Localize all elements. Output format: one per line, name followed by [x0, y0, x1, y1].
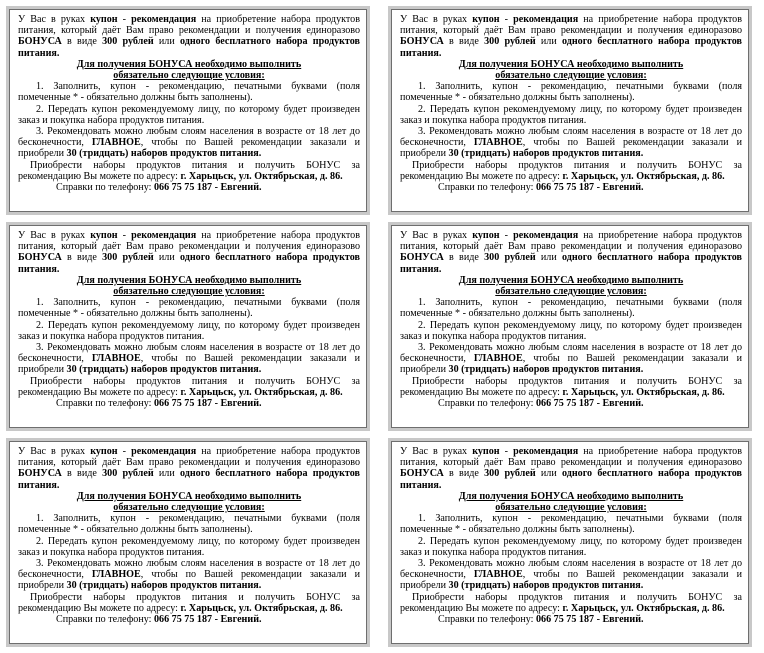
conditions-heading: Для получения БОНУСА необходимо выполнить: [76, 58, 302, 70]
item-text: Рекомендовать можно любым слоям населения в возрасте от 18 лет до бесконечности,: [18, 558, 360, 581]
item-text: , чтобы по Вашей рекомендации заказали и приобрели: [18, 569, 360, 592]
intro-text: на приобретение набора продуктов питания, который даёт Вам право рекомендации и получения единоразово: [18, 230, 360, 253]
phone-line: [18, 614, 360, 625]
intro-text: -: [499, 446, 514, 457]
item-text: , чтобы по Вашей рекомендации заказали и приобрели: [400, 137, 742, 160]
free-set-text: одного бесплатного набора продуктов питания.: [18, 468, 361, 491]
item-text: , чтобы по Вашей рекомендации заказали и приобрели: [400, 353, 742, 376]
coupon-body: [9, 441, 367, 644]
free-set-text: одного бесплатного набора продуктов питания.: [18, 36, 361, 59]
acquire-text: Приобрести наборы продуктов питания и получить БОНУС за рекомендацию Вы можете по адресу:: [18, 375, 360, 398]
intro-paragraph: [18, 230, 360, 275]
intro-text: или: [153, 252, 180, 264]
condition-item-2: [400, 320, 742, 342]
intro-text: на приобретение набора продуктов питания, который даёт Вам право рекомендации и получения единоразово: [18, 446, 360, 469]
free-set-text: одного бесплатного набора продуктов питания.: [400, 36, 743, 59]
item-text: Передать купон рекомендуемому лицу, по которому будет произведен заказ и покупка набора продуктов питания.: [400, 535, 742, 558]
intro-text: на приобретение набора продуктов питания, который даёт Вам право рекомендации и получения единоразово: [400, 14, 742, 37]
coupon-card: [388, 6, 752, 215]
intro-text: в виде: [443, 36, 485, 48]
intro-text: в виде: [61, 36, 103, 48]
coupon-card: [6, 6, 370, 215]
item-text: Заполнить, купон - рекомендацию, печатными буквами (поля помеченные * - обязательно должны быть заполнены).: [18, 513, 360, 536]
kupon-word: купон: [472, 230, 500, 241]
conditions-subheading: обязательно следующие условия:: [113, 502, 265, 514]
conditions-heading: Для получения БОНУСА необходимо выполнить: [458, 274, 684, 286]
acquire-text: Приобрести наборы продуктов питания и получить БОНУС за рекомендацию Вы можете по адресу:: [400, 591, 742, 614]
condition-item-1: [18, 513, 360, 535]
coupon-body: [391, 9, 749, 212]
bonus-amount: 300 рублей: [102, 468, 154, 480]
item-text: Заполнить, купон - рекомендацию, печатными буквами (поля помеченные * - обязательно должны быть заполнены).: [18, 81, 360, 104]
phone-line: [400, 398, 742, 409]
bonus-amount: 300 рублей: [484, 468, 536, 480]
condition-item-2: [18, 536, 360, 558]
condition-item-1: [400, 81, 742, 103]
item-number: 1.: [36, 513, 44, 525]
bonus-amount: 300 рублей: [484, 252, 536, 264]
item-number: 3.: [36, 558, 44, 570]
phone-number: 066 75 75 187 - Евгений.: [154, 614, 262, 626]
condition-item-3: [18, 126, 360, 160]
item-text: Передать купон рекомендуемому лицу, по которому будет произведен заказ и покупка набора продуктов питания.: [400, 103, 742, 126]
main-word: ГЛАВНОЕ: [91, 569, 141, 581]
intro-text: или: [535, 36, 562, 48]
bonus-word: БОНУСА: [18, 36, 62, 48]
acquire-paragraph: [400, 592, 742, 614]
phone-number: 066 75 75 187 - Евгений.: [536, 182, 644, 194]
item-text: Заполнить, купон - рекомендацию, печатными буквами (поля помеченные * - обязательно должны быть заполнены).: [400, 297, 742, 320]
item-number: 2.: [36, 103, 44, 115]
condition-item-3: [400, 126, 742, 160]
address: г. Харьцьск, ул. Октябрьская, д. 86.: [180, 170, 343, 182]
intro-text: в виде: [61, 252, 103, 264]
phone-label: Справки по телефону:: [56, 182, 154, 194]
intro-text: У Вас в руках: [18, 14, 91, 25]
item-text: Рекомендовать можно любым слоям населения в возрасте от 18 лет до бесконечности,: [400, 558, 742, 581]
item-number: 2.: [418, 103, 426, 115]
item-number: 1.: [36, 297, 44, 309]
item-text: Передать купон рекомендуемому лицу, по которому будет произведен заказ и покупка набора продуктов питания.: [18, 103, 360, 126]
rek-word: рекомендация: [513, 14, 579, 25]
item-text: Передать купон рекомендуемому лицу, по которому будет произведен заказ и покупка набора продуктов питания.: [18, 319, 360, 342]
free-set-text: одного бесплатного набора продуктов питания.: [400, 252, 743, 275]
condition-item-3: [18, 558, 360, 592]
phone-label: Справки по телефону:: [56, 398, 154, 410]
condition-item-1: [18, 297, 360, 319]
item-text: Заполнить, купон - рекомендацию, печатными буквами (поля помеченные * - обязательно должны быть заполнены).: [400, 513, 742, 536]
address: г. Харьцьск, ул. Октябрьская, д. 86.: [180, 386, 343, 398]
kupon-word: купон: [90, 446, 118, 457]
phone-line: [400, 182, 742, 193]
intro-text: У Вас в руках: [400, 446, 473, 457]
item-text: Заполнить, купон - рекомендацию, печатными буквами (поля помеченные * - обязательно должны быть заполнены).: [18, 297, 360, 320]
sets-count: 30 (тридцать) наборов продуктов питания.: [448, 364, 644, 376]
item-number: 2.: [418, 535, 426, 547]
phone-line: [18, 182, 360, 193]
phone-number: 066 75 75 187 - Евгений.: [154, 182, 262, 194]
item-text: Рекомендовать можно любым слоям населения в возрасте от 18 лет до бесконечности,: [18, 342, 360, 365]
condition-item-2: [400, 536, 742, 558]
item-text: Заполнить, купон - рекомендацию, печатными буквами (поля помеченные * - обязательно должны быть заполнены).: [400, 81, 742, 104]
phone-label: Справки по телефону:: [438, 398, 536, 410]
conditions-heading: Для получения БОНУСА необходимо выполнить: [76, 274, 302, 286]
condition-item-1: [18, 81, 360, 103]
intro-text: или: [153, 468, 180, 480]
condition-item-3: [18, 342, 360, 376]
sets-count: 30 (тридцать) наборов продуктов питания.: [448, 580, 644, 592]
intro-paragraph: [400, 230, 742, 275]
item-text: Рекомендовать можно любым слоям населения в возрасте от 18 лет до бесконечности,: [18, 126, 360, 149]
item-number: 1.: [418, 297, 426, 309]
intro-text: -: [117, 230, 132, 241]
conditions-heading: Для получения БОНУСА необходимо выполнить: [76, 490, 302, 502]
item-text: , чтобы по Вашей рекомендации заказали и приобрели: [18, 353, 360, 376]
item-text: , чтобы по Вашей рекомендации заказали и приобрели: [18, 137, 360, 160]
intro-text: -: [117, 446, 132, 457]
intro-text: -: [499, 230, 514, 241]
acquire-paragraph: [18, 376, 360, 398]
free-set-text: одного бесплатного набора продуктов питания.: [18, 252, 361, 275]
intro-text: У Вас в руках: [400, 14, 473, 25]
item-number: 1.: [36, 81, 44, 93]
intro-text: или: [153, 36, 180, 48]
acquire-paragraph: [400, 376, 742, 398]
phone-number: 066 75 75 187 - Евгений.: [536, 398, 644, 410]
phone-line: [400, 614, 742, 625]
main-word: ГЛАВНОЕ: [473, 353, 523, 365]
intro-text: в виде: [443, 468, 485, 480]
item-text: Рекомендовать можно любым слоям населения в возрасте от 18 лет до бесконечности,: [400, 126, 742, 149]
item-number: 3.: [36, 342, 44, 354]
item-number: 3.: [36, 126, 44, 138]
phone-number: 066 75 75 187 - Евгений.: [536, 614, 644, 626]
sets-count: 30 (тридцать) наборов продуктов питания.: [448, 148, 644, 160]
item-number: 2.: [36, 535, 44, 547]
rek-word: рекомендация: [131, 14, 197, 25]
main-word: ГЛАВНОЕ: [473, 569, 523, 581]
item-number: 1.: [418, 81, 426, 93]
condition-item-3: [400, 558, 742, 592]
coupon-body: [9, 9, 367, 212]
bonus-word: БОНУСА: [400, 252, 444, 264]
intro-text: -: [117, 14, 132, 25]
condition-item-1: [400, 513, 742, 535]
main-word: ГЛАВНОЕ: [473, 137, 523, 149]
kupon-word: купон: [90, 230, 118, 241]
intro-text: или: [535, 468, 562, 480]
conditions-subheading: обязательно следующие условия:: [495, 502, 647, 514]
intro-text: или: [535, 252, 562, 264]
rek-word: рекомендация: [131, 230, 197, 241]
item-text: , чтобы по Вашей рекомендации заказали и приобрели: [400, 569, 742, 592]
coupon-card: [6, 222, 370, 431]
conditions-heading: Для получения БОНУСА необходимо выполнить: [458, 490, 684, 502]
coupon-body: [9, 225, 367, 428]
condition-item-1: [400, 297, 742, 319]
item-number: 3.: [418, 342, 426, 354]
coupon-grid: [6, 6, 758, 647]
intro-text: в виде: [61, 468, 103, 480]
acquire-text: Приобрести наборы продуктов питания и получить БОНУС за рекомендацию Вы можете по адресу:: [18, 159, 360, 182]
coupon-card: [6, 438, 370, 647]
bonus-word: БОНУСА: [400, 468, 444, 480]
item-number: 3.: [418, 126, 426, 138]
intro-text: У Вас в руках: [18, 230, 91, 241]
address: г. Харьцьск, ул. Октябрьская, д. 86.: [562, 602, 725, 614]
item-number: 2.: [418, 319, 426, 331]
coupon-card: [388, 438, 752, 647]
intro-text: У Вас в руках: [18, 446, 91, 457]
phone-line: [18, 398, 360, 409]
bonus-word: БОНУСА: [18, 252, 62, 264]
intro-text: в виде: [443, 252, 485, 264]
condition-item-3: [400, 342, 742, 376]
intro-paragraph: [400, 14, 742, 59]
coupon-body: [391, 225, 749, 428]
free-set-text: одного бесплатного набора продуктов питания.: [400, 468, 743, 491]
item-number: 3.: [418, 558, 426, 570]
kupon-word: купон: [90, 14, 118, 25]
acquire-text: Приобрести наборы продуктов питания и получить БОНУС за рекомендацию Вы можете по адресу:: [400, 375, 742, 398]
coupon-body: [391, 441, 749, 644]
intro-paragraph: [18, 14, 360, 59]
bonus-amount: 300 рублей: [102, 36, 154, 48]
bonus-amount: 300 рублей: [484, 36, 536, 48]
conditions-heading: Для получения БОНУСА необходимо выполнить: [458, 58, 684, 70]
condition-item-2: [18, 104, 360, 126]
condition-item-2: [18, 320, 360, 342]
rek-word: рекомендация: [513, 230, 579, 241]
intro-paragraph: [18, 446, 360, 491]
intro-text: на приобретение набора продуктов питания, который даёт Вам право рекомендации и получения единоразово: [400, 230, 742, 253]
kupon-word: купон: [472, 14, 500, 25]
bonus-amount: 300 рублей: [102, 252, 154, 264]
main-word: ГЛАВНОЕ: [91, 353, 141, 365]
rek-word: рекомендация: [131, 446, 197, 457]
item-text: Рекомендовать можно любым слоям населения в возрасте от 18 лет до бесконечности,: [400, 342, 742, 365]
kupon-word: купон: [472, 446, 500, 457]
acquire-paragraph: [400, 160, 742, 182]
sets-count: 30 (тридцать) наборов продуктов питания.: [66, 364, 262, 376]
item-number: 2.: [36, 319, 44, 331]
rek-word: рекомендация: [513, 446, 579, 457]
acquire-text: Приобрести наборы продуктов питания и получить БОНУС за рекомендацию Вы можете по адресу:: [400, 159, 742, 182]
intro-paragraph: [400, 446, 742, 491]
conditions-subheading: обязательно следующие условия:: [495, 286, 647, 298]
sets-count: 30 (тридцать) наборов продуктов питания.: [66, 148, 262, 160]
item-text: Передать купон рекомендуемому лицу, по которому будет произведен заказ и покупка набора продуктов питания.: [400, 319, 742, 342]
conditions-subheading: обязательно следующие условия:: [113, 70, 265, 82]
coupon-card: [388, 222, 752, 431]
phone-label: Справки по телефону:: [438, 614, 536, 626]
address: г. Харьцьск, ул. Октябрьская, д. 86.: [180, 602, 343, 614]
intro-text: на приобретение набора продуктов питания, который даёт Вам право рекомендации и получения единоразово: [400, 446, 742, 469]
conditions-subheading: обязательно следующие условия:: [113, 286, 265, 298]
acquire-paragraph: [18, 592, 360, 614]
bonus-word: БОНУСА: [400, 36, 444, 48]
intro-text: -: [499, 14, 514, 25]
condition-item-2: [400, 104, 742, 126]
phone-number: 066 75 75 187 - Евгений.: [154, 398, 262, 410]
item-text: Передать купон рекомендуемому лицу, по которому будет произведен заказ и покупка набора продуктов питания.: [18, 535, 360, 558]
intro-text: У Вас в руках: [400, 230, 473, 241]
acquire-paragraph: [18, 160, 360, 182]
address: г. Харьцьск, ул. Октябрьская, д. 86.: [562, 386, 725, 398]
item-number: 1.: [418, 513, 426, 525]
main-word: ГЛАВНОЕ: [91, 137, 141, 149]
conditions-subheading: обязательно следующие условия:: [495, 70, 647, 82]
intro-text: на приобретение набора продуктов питания, который даёт Вам право рекомендации и получения единоразово: [18, 14, 360, 37]
sets-count: 30 (тридцать) наборов продуктов питания.: [66, 580, 262, 592]
address: г. Харьцьск, ул. Октябрьская, д. 86.: [562, 170, 725, 182]
phone-label: Справки по телефону:: [438, 182, 536, 194]
phone-label: Справки по телефону:: [56, 614, 154, 626]
acquire-text: Приобрести наборы продуктов питания и получить БОНУС за рекомендацию Вы можете по адресу:: [18, 591, 360, 614]
bonus-word: БОНУСА: [18, 468, 62, 480]
